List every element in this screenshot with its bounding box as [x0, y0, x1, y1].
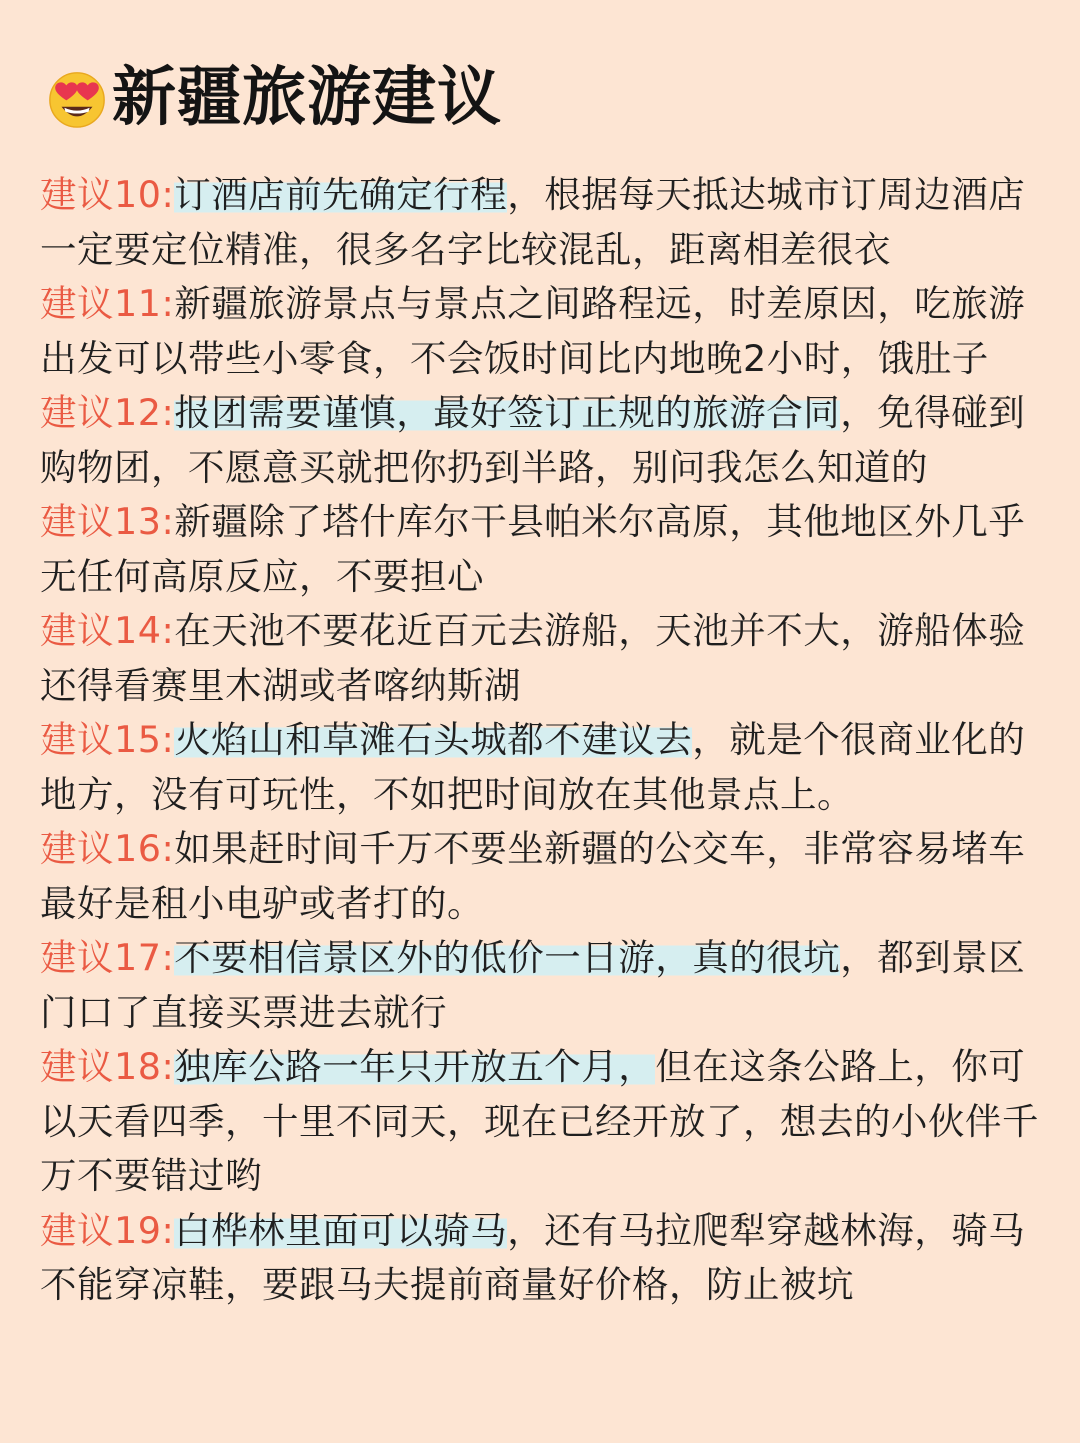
tip-text: 新疆旅游景点与景点之间路程远，时差原因，吃旅游出发可以带些小零食，不会饭时间比内地晚2小时，饿肚子 — [40, 282, 1026, 380]
tip-item — [40, 604, 1040, 713]
tip-highlight: 火焰山和草滩石头城都不建议去 — [174, 718, 693, 761]
tip-label: 建议12: — [40, 391, 175, 434]
tip-label: 建议17: — [40, 936, 175, 979]
tip-label: 建议13: — [40, 500, 175, 543]
tip-text: ，根据每天抵达城市订周边酒店一定要定位精准，很多名字比较混乱，距离相差很衣 — [40, 173, 1026, 271]
tips-list — [40, 168, 1040, 1313]
tip-item — [40, 1204, 1040, 1313]
tip-item — [40, 168, 1040, 277]
tip-label: 建议11: — [40, 282, 175, 325]
tip-item — [40, 1040, 1040, 1204]
tip-text: 新疆除了塔什库尔干县帕米尔高原，其他地区外几乎无任何高原反应，不要担心 — [40, 500, 1026, 598]
tip-item — [40, 495, 1040, 604]
tip-label: 建议10: — [40, 173, 175, 216]
tip-text: 但在这条公路上，你可以天看四季，十里不同天，现在已经开放了，想去的小伙伴千万不要错过哟 — [40, 1045, 1039, 1197]
tip-label: 建议14: — [40, 609, 175, 652]
tip-text: ，就是个很商业化的地方，没有可玩性，不如把时间放在其他景点上。 — [40, 718, 1026, 816]
tip-highlight: 订酒店前先确定行程 — [174, 173, 508, 216]
tip-item — [40, 713, 1040, 822]
tip-item — [40, 277, 1040, 386]
tip-label: 建议19: — [40, 1208, 175, 1252]
tip-text: ，免得碰到购物团，不愿意买就把你扔到半路，别问我怎么知道的 — [40, 391, 1026, 489]
tip-highlight: 独库公路一年只开放五个月， — [174, 1045, 656, 1088]
tip-text: 在天池不要花近百元去游船，天池并不大，游船体验还得看赛里木湖或者喀纳斯湖 — [40, 609, 1026, 707]
tip-label: 建议18: — [40, 1045, 175, 1088]
tip-highlight: 报团需要谨慎，最好签订正规的旅游合同 — [174, 391, 841, 434]
tip-label: 建议16: — [40, 827, 175, 870]
tip-item — [40, 931, 1040, 1040]
tip-text: ，还有马拉爬犁穿越林海，骑马不能穿凉鞋，要跟马夫提前商量好价格，防止被坑 — [40, 1208, 1026, 1306]
tip-item — [40, 822, 1040, 931]
tip-item — [40, 386, 1040, 495]
tip-text: 如果赶时间千万不要坐新疆的公交车，非常容易堵车最好是租小电驴或者打的。 — [40, 827, 1026, 925]
tip-highlight: 白桦林里面可以骑马 — [174, 1208, 508, 1252]
page-title: 新疆旅游建议 — [112, 61, 502, 135]
tip-label: 建议15: — [40, 718, 175, 761]
page-header — [46, 58, 502, 138]
heart-eyes-emoji-icon — [46, 67, 108, 129]
tip-text: ，都到景区门口了直接买票进去就行 — [40, 936, 1026, 1034]
tip-highlight: 不要相信景区外的低价一日游，真的很坑 — [174, 936, 841, 979]
